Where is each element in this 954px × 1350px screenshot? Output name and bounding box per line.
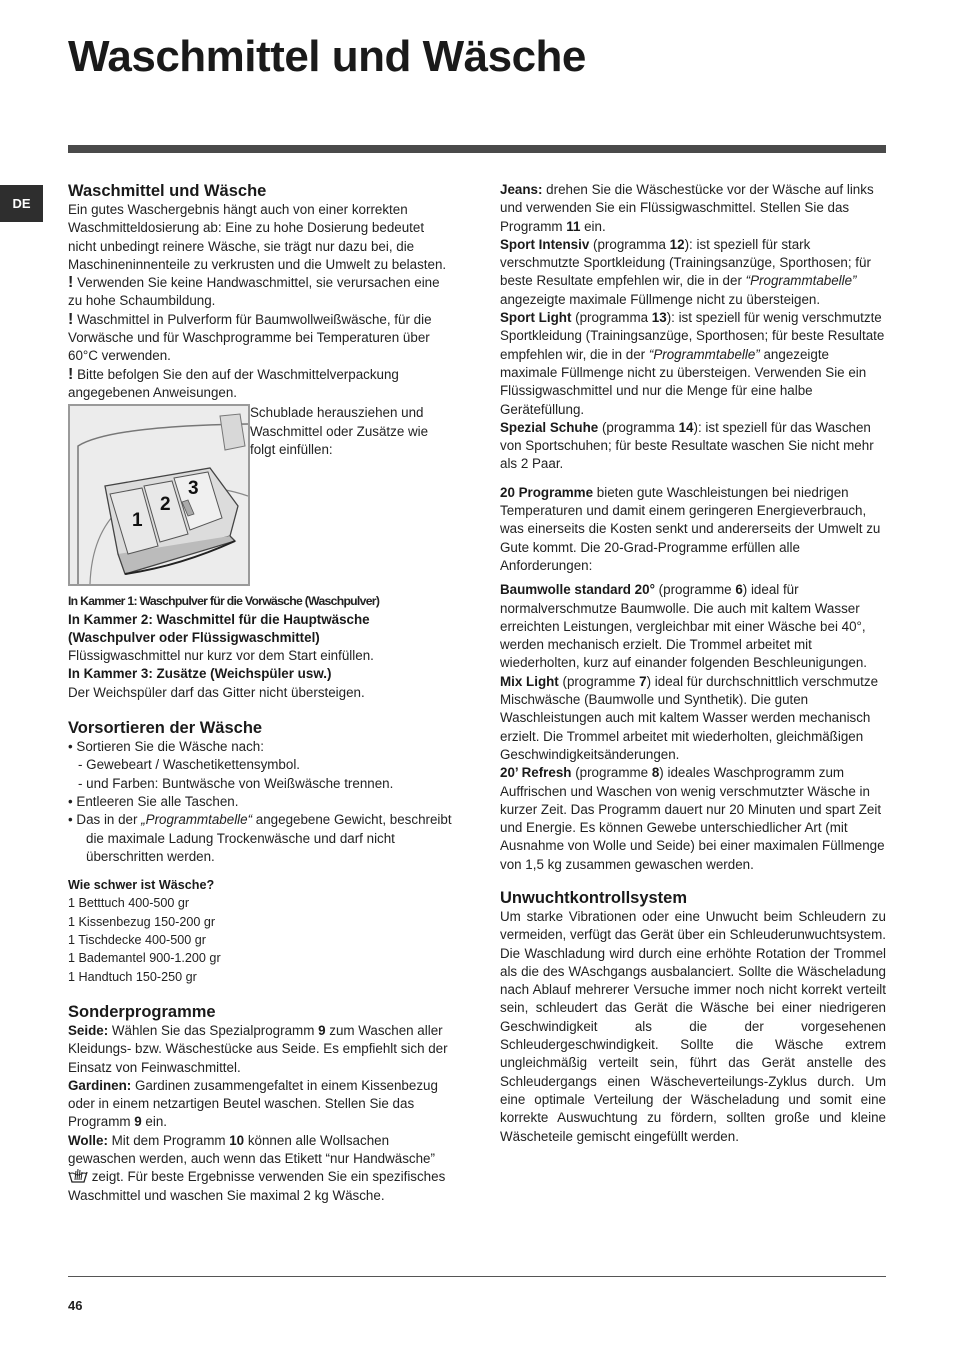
- kammer-2-text: Flüssigwaschmittel nur kurz vor dem Start einfüllen.: [68, 648, 374, 664]
- drawer-drawing: [70, 406, 248, 584]
- right-column: [500, 181, 886, 1146]
- wolle-paragraph: Wolle: Mit dem Programm 10 können alle Wollsachen gewaschen werden, auch wenn das Etikett “nur Handwäsche” zeigt. Für beste Ergebnisse verwenden Sie ein spezifisches Waschmittel und waschen Sie maximal 2 kg Wäsche.: [68, 1132, 446, 1203]
- warning-icon: !: [68, 310, 74, 328]
- weight-item: 1 Kissenbezug 150-200 gr: [68, 914, 216, 929]
- warning-icon: !: [68, 274, 74, 292]
- intro-text: Ein gutes Waschergebnis hängt auch von einer korrekten Waschmitteldosierung ab: Eine zu hohe Dosierung bedeutet nicht unbedingt reinere Wäsche, sie trägt nur dazu bei, die Maschineninnenteile zu verkrusten und die Umwelt zu belasten.: [68, 202, 447, 272]
- chamber-label-3: 3: [188, 478, 199, 500]
- jeans-paragraph: Jeans: drehen Sie die Wäschestücke vor der Wäsche auf links und verwenden Sie ein Flüssigwaschmittel. Stellen Sie das Programm 11 ein.: [500, 182, 874, 234]
- kammer-2-label: In Kammer 2: Waschmittel für die Hauptwäsche (Waschpulver oder Flüssigwaschmittel): [68, 611, 370, 645]
- language-tab: DE: [0, 185, 43, 222]
- left-column: [68, 181, 452, 1205]
- seide-paragraph: Seide: Wählen Sie das Spezialprogramm 9 zum Waschen aller Kleidungs- bzw. Wäschestücke aus Seide. Es empfiehlt sich der Einsatz von Feinwaschmittel.: [68, 1022, 448, 1075]
- drawer-figure: [68, 404, 452, 586]
- page-title: Waschmittel und Wäsche: [68, 32, 586, 81]
- warning-3: ! Bitte befolgen Sie den auf der Waschmittelverpackung angegebenen Anweisungen.: [68, 365, 399, 400]
- header-rule: [68, 145, 886, 153]
- sport-intensiv-paragraph: Sport Intensiv (programma 12): ist speziell für stark verschmutzte Sportkleidung (Trainingsanzüge, Sporthosen; für beste Resultate empfehlen wir, die in der “Programmtabelle” angezeigte maximale Füllmenge nicht zu übersteigen.: [500, 236, 871, 307]
- weight-item: 1 Tischdecke 400-500 gr: [68, 933, 206, 948]
- kammer-3-text: Der Weichspüler darf das Gitter nicht übersteigen.: [68, 684, 365, 700]
- gardinen-paragraph: Gardinen: Gardinen zusammengefaltet in einem Kissenbezug oder in einem netzartigen Beutel waschen. Stellen Sie das Programm 9 ein.: [68, 1077, 438, 1130]
- section-heading-unwucht: Unwuchtkontrollsystem: [500, 888, 688, 907]
- sort-bullet-1a: - Gewebeart / Waschetikettensymbol.: [78, 757, 301, 773]
- refresh-paragraph: 20’ Refresh (programme 8) ideales Waschprogramm zum Auffrischen und Waschen von wenig verschmutzter Wäsche in kurzer Zeit. Das Programm dauert nur 20 Minuten und spart Zeit und Energie. Es können Gewebe unterschiedlicher Art (mit Ausnahme von Wolle und Seide) bei einer maximalen Füllmenge von 1,5 kg zusammen gewaschen werden.: [500, 765, 885, 872]
- warning-2: ! Waschmittel in Pulverform für Baumwollweißwäsche, für die Vorwäsche und für Waschprogramme bei Temperaturen über 60°C verwenden.: [68, 310, 432, 364]
- section-heading-waschmittel: Waschmittel und Wäsche: [68, 182, 267, 200]
- weight-item: 1 Handtuch 150-250 gr: [68, 969, 197, 984]
- weight-item: 1 Betttuch 400-500 gr: [68, 896, 190, 911]
- detergent-drawer-illustration: [68, 404, 250, 586]
- warning-icon: !: [68, 365, 74, 383]
- page-number: 46: [68, 1298, 83, 1313]
- mix-light-paragraph: Mix Light (programme 7) ideal für durchschnittlich verschmutze Mischwäsche (Baumwolle und Synthetik). Die guten Waschleistungen auch mit kaltem Wasser werden mechanisch erzielt. Die Trommel arbeitet mit wiederholten, gleichmäßigen Geschwindigkeitsänderungen.: [500, 673, 879, 762]
- warning-1: ! Verwenden Sie keine Handwaschmittel, sie verursachen eine zu hohe Schaumbildung.: [68, 274, 440, 309]
- kammer-1-label: In Kammer 1: Waschpulver für die Vorwäsche (Waschpulver): [68, 594, 380, 609]
- programme-20-paragraph: 20 Programme bieten gute Waschleistungen bei niedrigen Temperaturen und damit einem geringeren Energieverbrauch, was einerseits die Kosten senkt und andererseits der Umwelt zu Gute kommt. Die 20-Grad-Programme erfüllen alle Anforderungen:: [500, 484, 881, 573]
- section-heading-sonder: Sonderprogramme: [68, 1002, 216, 1021]
- spezial-schuhe-paragraph: Spezial Schuhe (programma 14): ist speziell für das Waschen von Sportschuhen; für beste Resultate waschen Sie nicht mehr als 2 Paar.: [500, 419, 874, 472]
- sort-bullet-2: • Entleeren Sie alle Taschen.: [68, 793, 239, 809]
- weight-item: 1 Bademantel 900-1.200 gr: [68, 951, 221, 966]
- figure-caption: Schublade herausziehen und Waschmittel oder Zusätze wie folgt einfüllen:: [250, 405, 429, 457]
- footer-rule: [68, 1276, 886, 1277]
- chamber-label-2: 2: [160, 494, 171, 516]
- sort-bullet-3: • Das in der „Programmtabelle“ angegebene Gewicht, beschreibt die maximale Ladung Trockenwäsche und darf nicht überschritten werden.: [68, 812, 452, 864]
- unwucht-paragraph: Um starke Vibrationen oder eine Unwucht beim Schleudern zu vermeiden, verfügt das Gerät über ein Schleuderunwuchtsystem. Die Waschladung wird durch eine erhöhte Rotation der Trommel als die des WAschgangs ausbalanciert. Sollte die Wäscheladung nach Ablauf mehrerer Versuche immer noch nicht korrekt verteilt sein, schleudert das Gerät die Wäsche bei einer niedrigeren Geschwindigkeit als die der vorgesehenen Schleudergeschwindigkeit. Sollte die Wäsche extrem ungleichmäßig verteilt sein, führt das Gerät anstelle des Schleudergangs einen Wäscheverteilungs-Zyklus durch. Um eine optimale Verteilung der Wäscheladung und somit eine korrekte Auswuchtung zu fördern, sollten große und kleine Wäscheteile gemischt eingefüllt werden.: [500, 908, 886, 1144]
- kammer-3-label: In Kammer 3: Zusätze (Weichspüler usw.): [68, 666, 332, 682]
- baumwolle-paragraph: Baumwolle standard 20° (programme 6) ideal für normalverschmutze Baumwolle. Die auch mit kaltem Wasser erreichten Leistungen, vergleichbar mit einer Wäsche bei 40°, werden mechanisch erzielt. Die Trommel arbeitet mit wiederholten, kurz auf einander folgenden Beschleunigungen.: [500, 582, 868, 671]
- section-heading-vorsortieren: Vorsortieren der Wäsche: [68, 719, 263, 738]
- sort-bullet-1b: - und Farben: Buntwäsche von Weißwäsche trennen.: [78, 775, 394, 791]
- chamber-label-1: 1: [132, 510, 143, 532]
- weight-heading: Wie schwer ist Wäsche?: [68, 878, 215, 893]
- handwash-icon: [68, 1168, 88, 1183]
- sport-light-paragraph: Sport Light (programma 13): ist speziell für wenig verschmutzte Sportkleidung (Trainingsanzüge, Sporthosen; für beste Resultate empfehlen wir, die in der “Programmtabelle” angezeigte maximale Füllmenge nicht zu übersteigen. Verwenden Sie ein Flüssigwaschmittel und nur die Menge für eine halbe Gerätefüllung.: [500, 310, 885, 417]
- sort-bullet-1: • Sortieren Sie die Wäsche nach:: [68, 739, 264, 755]
